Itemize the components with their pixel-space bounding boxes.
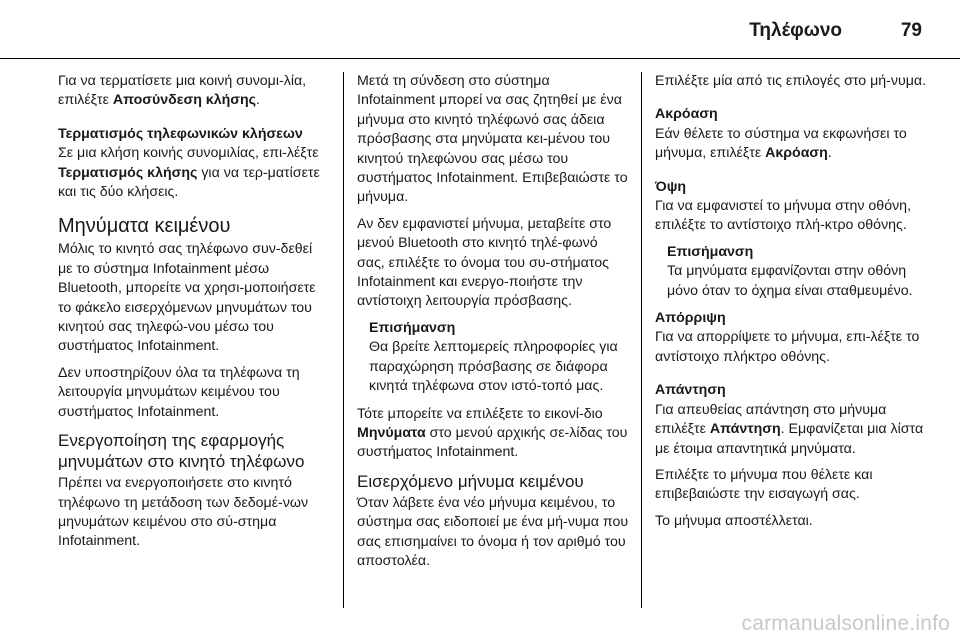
subheading-end-calls: Τερματισμός τηλεφωνικών κλήσεων <box>58 125 303 142</box>
paragraph-end-calls: Σε μια κλήση κοινής συνομιλίας, επι-λέξτε Τερματισμός κλήσης για να τερ-ματίσετε και τις δύο κλήσεις. <box>58 145 320 201</box>
note-title: Επισήμανση <box>667 243 754 260</box>
menu-term-end-call: Τερματισμός κλήσης <box>58 164 198 181</box>
paragraph-view: Για να εμφανιστεί το μήνυμα στην οθόνη, επιλέξτε το αντίστοιχο πλή-κτρο οθόνης. <box>655 198 912 234</box>
column-2 <box>357 72 629 578</box>
paragraph-no-message: Αν δεν εμφανιστεί μήνυμα, μεταβείτε στο μενού Bluetooth στο κινητό τηλέ-φωνό σας, επιλέξτε το όνομα του συ-στήματος Infotainment και ενεργο-ποιήστε την αντίστοιχη λειτουργία πρόσβασης. <box>357 215 612 310</box>
page-number: 79 <box>900 20 922 41</box>
column-divider-1 <box>343 72 344 608</box>
note-text: Θα βρείτε λεπτομερείς πληροφορίες για παραχώρηση πρόσβασης σε διάφορα κινητά τηλέφωνα στον ιστό-τοπό μας. <box>369 339 618 395</box>
paragraph-sms-support: Δεν υποστηρίζουν όλα τα τηλέφωνα τη λειτουργία μηνυμάτων κειμένου του συστήματος Infotainment. <box>58 364 300 420</box>
paragraph-sms-intro: Μόλις το κινητό σας τηλέφωνο συν-δεθεί με το σύστημα Infotainment μέσω Bluetooth, μπορείτε να χρησι-μοποιήσετε το φάκελο εισερχόμενων μηνυμάτων του κινητού σας τηλεφώ-νου μέσω του συστήματος Infotainment. <box>58 241 316 355</box>
paragraph-access-request: Μετά τη σύνδεση στο σύστημα Infotainment μπορεί να σας ζητηθεί με ένα μήνυμα στο κινητό τηλέφωνό σας άδεια πρόσβασης στα μηνύματα κει-μένου του κινητού τηλεφώνου σας μέσω του συστήματος Infotainment. Επιβεβαιώστε το μήνυμα. <box>357 73 628 206</box>
paragraph-listen: Εάν θέλετε το σύστημα να εκφωνήσει το μήνυμα, επιλέξτε Ακρόαση. <box>655 125 907 162</box>
menu-term-reply: Απάντηση <box>709 421 781 438</box>
paragraph-choose-option: Επιλέξτε μία από τις επιλογές στο μή-νυμα. <box>655 73 927 89</box>
paragraph-reject: Για να απορρίψετε το μήνυμα, επι-λέξτε το αντίστοιχο πλήκτρο οθόνης. <box>655 329 920 365</box>
subheading-view: Όψη <box>655 178 687 195</box>
paragraph-select-reply: Επιλέξτε το μήνυμα που θέλετε και επιβεβαιώστε την εισαγωγή σας. <box>655 466 873 503</box>
column-divider-2 <box>641 72 642 608</box>
paragraph-incoming-message: Όταν λάβετε ένα νέο μήνυμα κειμένου, το σύστημα σας ειδοποιεί με ένα μή-νυμα που σας επισημαίνει το όνομα ή τον αριθμό του αποστολέα. <box>357 494 629 569</box>
subheading-reply: Απάντηση <box>655 382 726 399</box>
page-header <box>0 0 960 58</box>
subheading-reject: Απόρριψη <box>655 310 726 327</box>
paragraph-select-messages: Τότε μπορείτε να επιλέξετε το εικονί-διο Μηνύματα στο μενού αρχικής σε-λίδας του συστήματος Infotainment. <box>357 405 628 461</box>
heading-incoming-message: Εισερχόμενο μήνυμα κειμένου <box>357 471 584 491</box>
note-box-website <box>369 319 629 397</box>
column-1 <box>58 72 330 559</box>
note-box-parked <box>667 243 927 301</box>
watermark-text: carmanualsonline.info <box>741 612 950 635</box>
paragraph-reply: Για απευθείας απάντηση στο μήνυμα επιλέξτε Απάντηση. Εμφανίζεται μια λίστα με έτοιμα απαντητικά μηνύματα. <box>655 401 924 457</box>
menu-term-messages: Μηνύματα <box>357 424 426 441</box>
note-text: Τα μηνύματα εμφανίζονται στην οθόνη μόνο όταν το όχημα είναι σταθμευμένο. <box>667 263 913 299</box>
header-divider <box>0 58 960 59</box>
heading-activate-messaging: Ενεργοποίηση της εφαρμογής μηνυμάτων στο κινητό τηλέφωνο <box>58 431 305 472</box>
note-title: Επισήμανση <box>369 319 456 336</box>
menu-term-listen: Ακρόαση <box>765 145 828 162</box>
paragraph-end-conference: Για να τερματίσετε μια κοινή συνομι-λία, επιλέξτε Αποσύνδεση κλήσης. <box>58 73 307 109</box>
paragraph-activate-messaging: Πρέπει να ενεργοποιήσετε στο κινητό τηλέφωνο τη μετάδοση των δεδομέ-νων μηνυμάτων κειμένου στο σύ-στημα Infotainment. <box>58 475 309 550</box>
paragraph-message-sent: Το μήνυμα αποστέλλεται. <box>655 512 813 529</box>
menu-term-disconnect: Αποσύνδεση κλήσης <box>112 92 257 109</box>
subheading-listen: Ακρόαση <box>655 106 718 123</box>
page-title: Τηλέφωνο <box>749 20 842 41</box>
heading-text-messages: Μηνύματα κειμένου <box>58 215 231 238</box>
column-3 <box>655 72 927 538</box>
